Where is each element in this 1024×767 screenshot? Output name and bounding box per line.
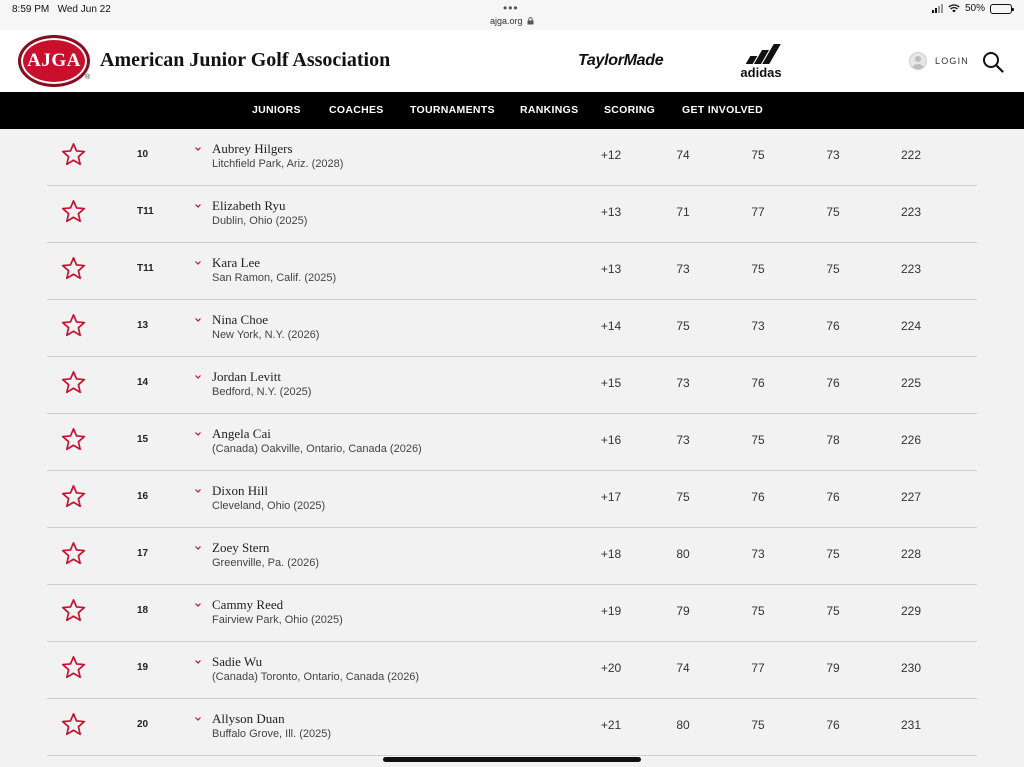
- lock-icon: [527, 17, 534, 25]
- round-2-score: 75: [751, 718, 765, 732]
- leaderboard-row: [0, 528, 1024, 585]
- round-1-score: 80: [676, 718, 690, 732]
- round-2-score: 73: [751, 547, 765, 561]
- player-name[interactable]: Jordan Levitt: [212, 369, 281, 384]
- score-to-par: +16: [600, 433, 622, 447]
- nav-item-scoring[interactable]: SCORING: [604, 104, 656, 116]
- favorite-star-icon[interactable]: [61, 541, 86, 566]
- registered-mark: ®: [85, 74, 91, 81]
- status-bar: [0, 0, 1024, 30]
- score-to-par: +20: [600, 661, 622, 675]
- leaderboard-row: [0, 642, 1024, 699]
- player-hometown: Dublin, Ohio (2025): [212, 215, 308, 227]
- round-1-score: 74: [676, 148, 690, 162]
- player-position: T11: [137, 206, 154, 217]
- adidas-logo[interactable]: [735, 44, 787, 80]
- player-hometown: Cleveland, Ohio (2025): [212, 500, 326, 512]
- player-position: T11: [137, 263, 154, 274]
- score-to-par: +13: [600, 262, 622, 276]
- player-name[interactable]: Elizabeth Ryu: [212, 198, 286, 213]
- total-score: 223: [900, 205, 922, 219]
- player-position: 13: [137, 320, 149, 331]
- adidas-stripes-icon: [735, 44, 787, 64]
- favorite-star-icon[interactable]: [61, 370, 86, 395]
- chevron-down-icon[interactable]: [193, 372, 203, 382]
- wifi-icon: [948, 4, 960, 13]
- score-to-par: +15: [600, 376, 622, 390]
- score-to-par: +19: [600, 604, 622, 618]
- round-2-score: 75: [751, 604, 765, 618]
- round-2-score: 73: [751, 319, 765, 333]
- nav-item-rankings[interactable]: RANKINGS: [520, 104, 579, 116]
- score-to-par: +17: [600, 490, 622, 504]
- favorite-star-icon[interactable]: [61, 142, 86, 167]
- round-2-score: 75: [751, 433, 765, 447]
- chevron-down-icon[interactable]: [193, 600, 203, 610]
- total-score: 226: [900, 433, 922, 447]
- round-3-score: 75: [826, 604, 840, 618]
- home-indicator[interactable]: [383, 757, 641, 762]
- round-1-score: 75: [676, 490, 690, 504]
- player-hometown: Fairview Park, Ohio (2025): [212, 614, 343, 626]
- chevron-down-icon[interactable]: [193, 315, 203, 325]
- leaderboard-row: [0, 585, 1024, 642]
- chevron-down-icon[interactable]: [193, 201, 203, 211]
- clock-time: 8:59 PM: [12, 4, 50, 15]
- login-button[interactable]: [909, 52, 969, 70]
- total-score: 223: [900, 262, 922, 276]
- battery-percent: 50%: [964, 3, 985, 14]
- favorite-star-icon[interactable]: [61, 313, 86, 338]
- chevron-down-icon[interactable]: [193, 429, 203, 439]
- round-1-score: 80: [676, 547, 690, 561]
- logo-text: AJGA: [27, 50, 81, 71]
- player-hometown: (Canada) Oakville, Ontario, Canada (2026): [212, 443, 422, 455]
- chevron-down-icon[interactable]: [193, 714, 203, 724]
- round-1-score: 74: [676, 661, 690, 675]
- round-2-score: 76: [751, 490, 765, 504]
- player-name[interactable]: Nina Choe: [212, 312, 268, 327]
- round-2-score: 75: [751, 262, 765, 276]
- player-position: 20: [137, 719, 149, 730]
- round-3-score: 75: [826, 205, 840, 219]
- round-1-score: 79: [676, 604, 690, 618]
- player-position: 16: [137, 491, 149, 502]
- leaderboard-row: [0, 300, 1024, 357]
- round-2-score: 76: [751, 376, 765, 390]
- org-name[interactable]: American Junior Golf Association: [100, 49, 391, 71]
- player-hometown: Buffalo Grove, Ill. (2025): [212, 728, 332, 740]
- total-score: 230: [900, 661, 922, 675]
- login-label: LOGIN: [935, 56, 970, 66]
- adidas-wordmark: adidas: [740, 65, 782, 80]
- battery-icon: [990, 4, 1012, 14]
- total-score: 224: [900, 319, 922, 333]
- status-indicators: [932, 3, 1012, 14]
- round-2-score: 77: [751, 205, 765, 219]
- search-icon[interactable]: [982, 51, 1004, 73]
- status-time: [12, 4, 111, 15]
- favorite-star-icon[interactable]: [61, 655, 86, 680]
- player-position: 15: [137, 434, 149, 445]
- player-name[interactable]: Sadie Wu: [212, 654, 263, 669]
- favorite-star-icon[interactable]: [61, 199, 86, 224]
- player-name[interactable]: Cammy Reed: [212, 597, 284, 612]
- favorite-star-icon[interactable]: [61, 712, 86, 737]
- round-3-score: 76: [826, 319, 840, 333]
- score-to-par: +21: [600, 718, 622, 732]
- player-hometown: New York, N.Y. (2026): [212, 329, 320, 341]
- total-score: 228: [900, 547, 922, 561]
- round-3-score: 76: [826, 376, 840, 390]
- player-name[interactable]: Dixon Hill: [212, 483, 268, 498]
- total-score: 222: [900, 148, 922, 162]
- player-hometown: Litchfield Park, Ariz. (2028): [212, 158, 344, 170]
- total-score: 229: [900, 604, 922, 618]
- total-score: 231: [900, 718, 922, 732]
- player-name[interactable]: Aubrey Hilgers: [212, 141, 293, 156]
- favorite-star-icon[interactable]: [61, 256, 86, 281]
- round-1-score: 75: [676, 319, 690, 333]
- player-name[interactable]: Angela Cai: [212, 426, 271, 441]
- player-hometown: San Ramon, Calif. (2025): [212, 272, 337, 284]
- total-score: 225: [900, 376, 922, 390]
- player-hometown: (Canada) Toronto, Ontario, Canada (2026): [212, 671, 420, 683]
- ajga-logo[interactable]: [18, 35, 90, 87]
- chevron-down-icon[interactable]: [193, 144, 203, 154]
- leaderboard-row: [0, 186, 1024, 243]
- player-position: 19: [137, 662, 149, 673]
- favorite-star-icon[interactable]: [61, 598, 86, 623]
- address-bar[interactable]: [0, 16, 1024, 26]
- round-2-score: 75: [751, 148, 765, 162]
- round-3-score: 76: [826, 490, 840, 504]
- row-divider: [47, 755, 977, 756]
- multitasking-dots-icon[interactable]: •••: [503, 1, 519, 15]
- score-to-par: +12: [600, 148, 622, 162]
- round-3-score: 76: [826, 718, 840, 732]
- main-nav: [0, 92, 1024, 129]
- chevron-down-icon[interactable]: [193, 657, 203, 667]
- favorite-star-icon[interactable]: [61, 427, 86, 452]
- player-name[interactable]: Zoey Stern: [212, 540, 270, 555]
- player-hometown: Greenville, Pa. (2026): [212, 557, 319, 569]
- cellular-signal-icon: [932, 4, 943, 13]
- chevron-down-icon[interactable]: [193, 258, 203, 268]
- round-2-score: 77: [751, 661, 765, 675]
- nav-item-coaches[interactable]: COACHES: [329, 104, 384, 116]
- leaderboard-row: [0, 243, 1024, 300]
- round-1-score: 73: [676, 376, 690, 390]
- leaderboard-row: [0, 699, 1024, 756]
- round-1-score: 71: [676, 205, 690, 219]
- round-3-score: 75: [826, 262, 840, 276]
- user-avatar-icon: [909, 52, 927, 70]
- player-hometown: Bedford, N.Y. (2025): [212, 386, 312, 398]
- score-to-par: +18: [600, 547, 622, 561]
- player-position: 18: [137, 605, 149, 616]
- url-text: ajga.org: [489, 16, 523, 26]
- chevron-down-icon[interactable]: [193, 543, 203, 553]
- round-1-score: 73: [676, 433, 690, 447]
- leaderboard: [0, 129, 1024, 767]
- round-3-score: 75: [826, 547, 840, 561]
- favorite-star-icon[interactable]: [61, 484, 86, 509]
- round-3-score: 78: [826, 433, 840, 447]
- score-to-par: +14: [600, 319, 622, 333]
- round-3-score: 73: [826, 148, 840, 162]
- nav-item-tournaments[interactable]: TOURNAMENTS: [410, 104, 495, 116]
- nav-item-get-involved[interactable]: GET INVOLVED: [682, 104, 763, 116]
- score-to-par: +13: [600, 205, 622, 219]
- total-score: 227: [900, 490, 922, 504]
- leaderboard-row: [0, 471, 1024, 528]
- player-name[interactable]: Kara Lee: [212, 255, 260, 270]
- round-3-score: 79: [826, 661, 840, 675]
- leaderboard-row: [0, 129, 1024, 186]
- taylormade-logo[interactable]: TaylorMade: [578, 52, 664, 69]
- nav-item-juniors[interactable]: JUNIORS: [252, 104, 301, 116]
- site-header: [0, 30, 1024, 92]
- player-position: 10: [137, 149, 149, 160]
- clock-date: Wed Jun 22: [57, 4, 111, 15]
- leaderboard-row: [0, 357, 1024, 414]
- player-name[interactable]: Allyson Duan: [212, 711, 285, 726]
- player-position: 14: [137, 377, 149, 388]
- chevron-down-icon[interactable]: [193, 486, 203, 496]
- player-position: 17: [137, 548, 149, 559]
- leaderboard-row: [0, 414, 1024, 471]
- round-1-score: 73: [676, 262, 690, 276]
